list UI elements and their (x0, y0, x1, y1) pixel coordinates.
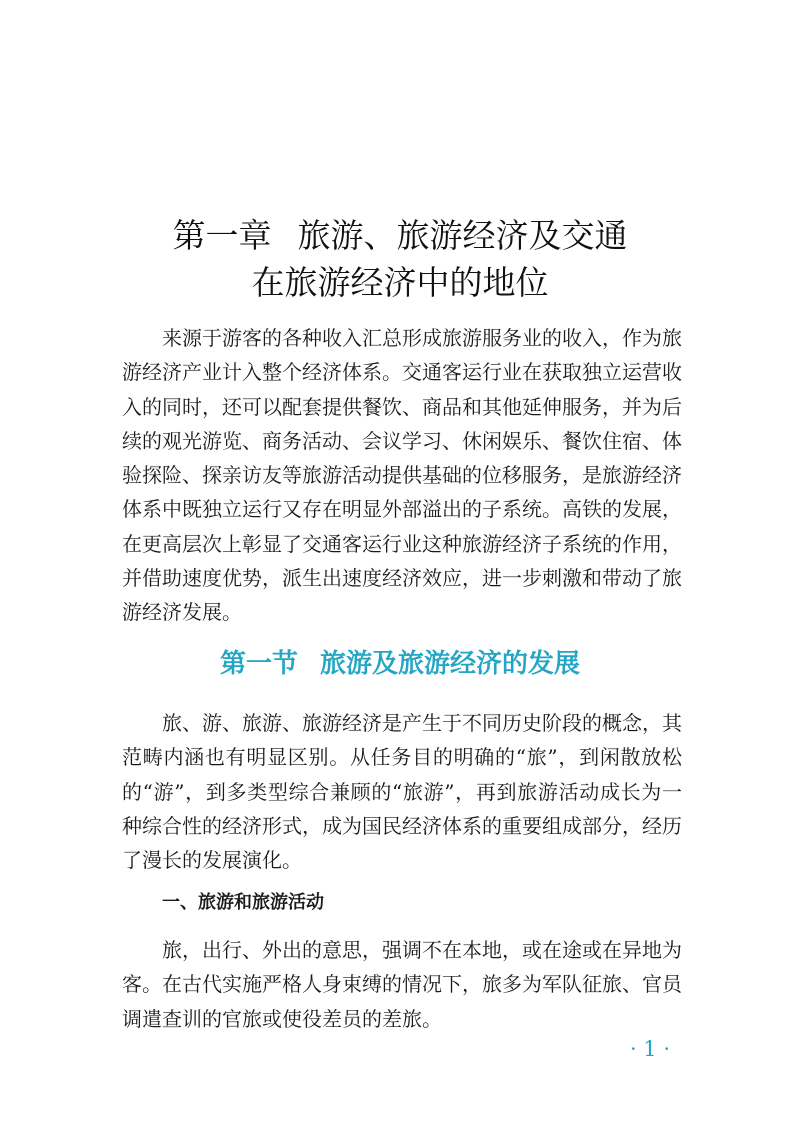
section-label: 第一节 (219, 649, 298, 679)
chapter-title (0, 212, 800, 306)
page-number: · 1 · (629, 1037, 670, 1061)
chapter-label: 第一章 (172, 216, 272, 255)
chapter-title-line-2: 在旅游经济中的地位 (251, 263, 549, 302)
subsection-paragraph: 旅，出行、外出的意思，强调不在本地，或在途或在异地为客。在古代实施严格人身束缚的情况下，旅多为军队征旅、官员调遣查训的官旅或使役差员的差旅。 (122, 938, 682, 1031)
section-title-text: 旅游及旅游经济的发展 (320, 649, 581, 679)
section-title (0, 647, 800, 681)
subsection-title: 一、旅游和旅游活动 (162, 892, 324, 913)
intro-paragraph: 来源于游客的各种收入汇总形成旅游服务业的收入，作为旅游经济产业计入整个经济体系。交通客运行业在获取独立运营收入的同时，还可以配套提供餐饮、商品和其他延伸服务，并为后续的观光游览、商务活动、会议学习、休闲娱乐、餐饮住宿、体验探险、探亲访友等旅游活动提供基础的位移服务，是旅游经济体系中既独立运行又存在明显外部溢出的子系统。高铁的发展，在更高层次上彰显了交通客运行业这种旅游经济子系统的作用，并借助速度优势，派生出速度经济效应，进一步刺激和带动了旅游经济发展。 (122, 326, 682, 625)
chapter-title-line-1 (0, 212, 800, 259)
chapter-title-text: 旅游、旅游经济及交通 (297, 216, 628, 255)
section-paragraph: 旅、游、旅游、旅游经济是产生于不同历史阶段的概念，其范畴内涵也有明显区别。从任务目的明确的“旅”，到闲散放松的“游”，到多类型综合兼顾的“旅游”，再到旅游活动成长为一种综合性的经济形式，成为国民经济体系的重要组成部分，经历了漫长的发展演化。 (122, 711, 682, 873)
